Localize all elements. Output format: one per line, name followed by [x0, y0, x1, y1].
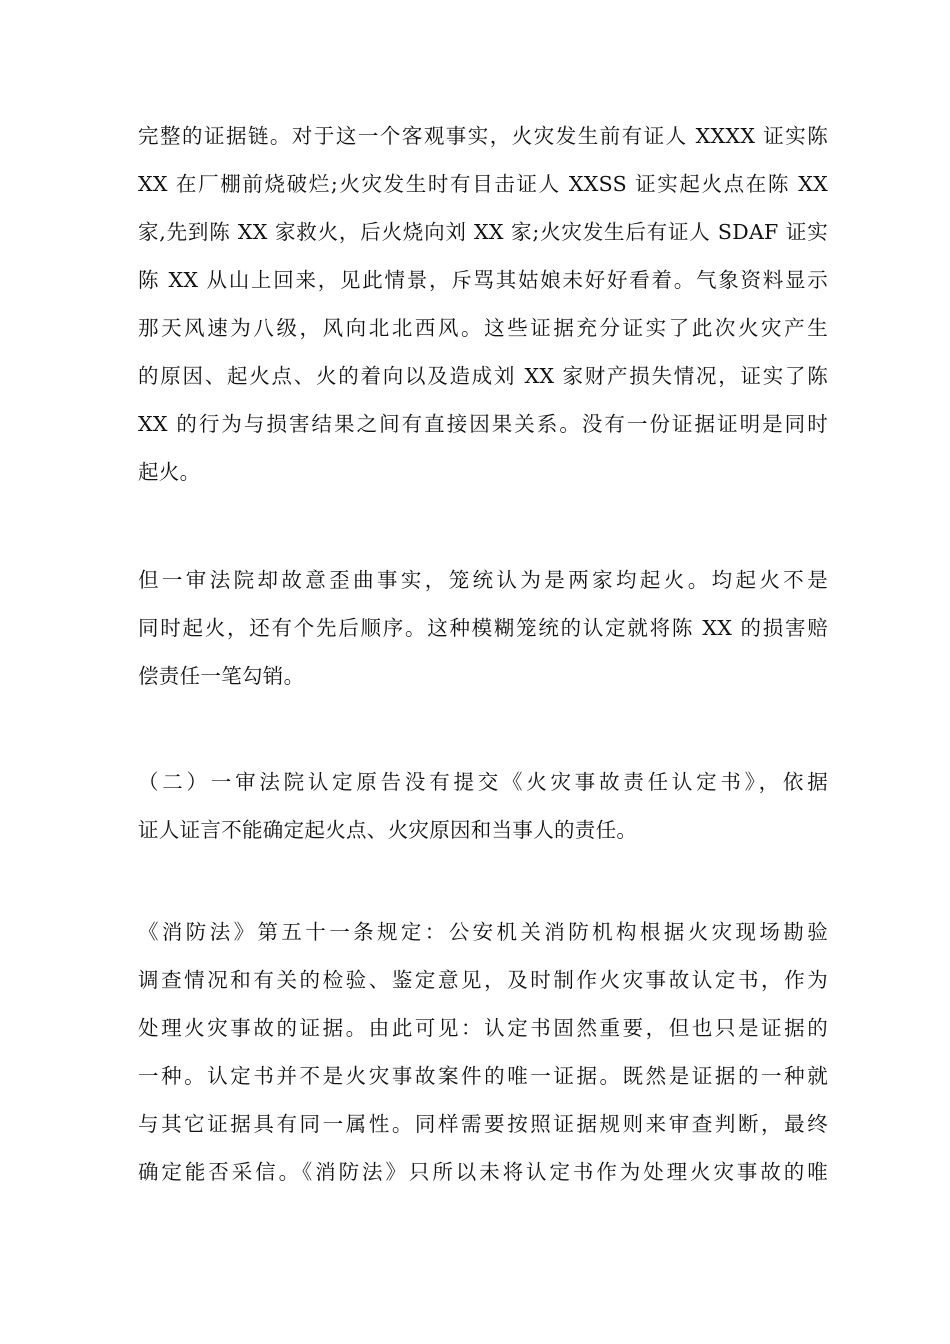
- text-line: XX 在厂棚前烧破烂;火灾发生时有目击证人 XXSS 证实起火点在陈 XX: [138, 172, 828, 196]
- text-line: 家,先到陈 XX 家救火，后火烧向刘 XX 家;火灾发生后有证人 SDAF 证实: [138, 220, 828, 244]
- text-line: 但一审法院却故意歪曲事实，笼统认为是两家均起火。均起火不是: [138, 568, 828, 592]
- text-line: 陈 XX 从山上回来，见此情景，斥骂其姑娘未好好看着。气象资料显示: [138, 268, 828, 292]
- paragraph-evidence-chain: [138, 112, 828, 496]
- text-line: （二）一审法院认定原告没有提交《火灾事故责任认定书》，依据: [138, 770, 828, 794]
- text-line: 那天风速为八级，风向北北西风。这些证据充分证实了此次火灾产生: [138, 316, 828, 340]
- text-line: 起火。: [138, 460, 201, 484]
- text-line: 的原因、起火点、火的着向以及造成刘 XX 家财产损失情况，证实了陈: [138, 364, 828, 388]
- text-line: 完整的证据链。对于这一个客观事实，火灾发生前有证人 XXXX 证实陈: [138, 124, 828, 148]
- text-line: 证人证言不能确定起火点、火灾原因和当事人的责任。: [138, 818, 638, 842]
- text-line: 确定能否采信。《消防法》只所以未将认定书作为处理火灾事故的唯: [138, 1160, 828, 1184]
- text-line: 一种。认定书并不是火灾事故案件的唯一证据。既然是证据的一种就: [138, 1064, 828, 1088]
- text-line: 同时起火，还有个先后顺序。这种模糊笼统的认定就将陈 XX 的损害赔: [138, 616, 828, 640]
- text-line: 偿责任一笔勾销。: [138, 664, 305, 688]
- text-line: XX 的行为与损害结果之间有直接因果关系。没有一份证据证明是同时: [138, 412, 828, 436]
- paragraph-section-two-heading: [138, 758, 828, 854]
- text-line: 调查情况和有关的检验、鉴定意见，及时制作火灾事故认定书，作为: [138, 968, 828, 992]
- text-line: 处理火灾事故的证据。由此可见：认定书固然重要，但也只是证据的: [138, 1016, 828, 1040]
- paragraph-fire-law: [138, 908, 828, 1196]
- text-line: 《消防法》第五十一条规定：公安机关消防机构根据火灾现场勘验: [138, 920, 828, 944]
- paragraph-first-instance-distortion: [138, 556, 828, 700]
- text-line: 与其它证据具有同一属性。同样需要按照证据规则来审查判断，最终: [138, 1112, 828, 1136]
